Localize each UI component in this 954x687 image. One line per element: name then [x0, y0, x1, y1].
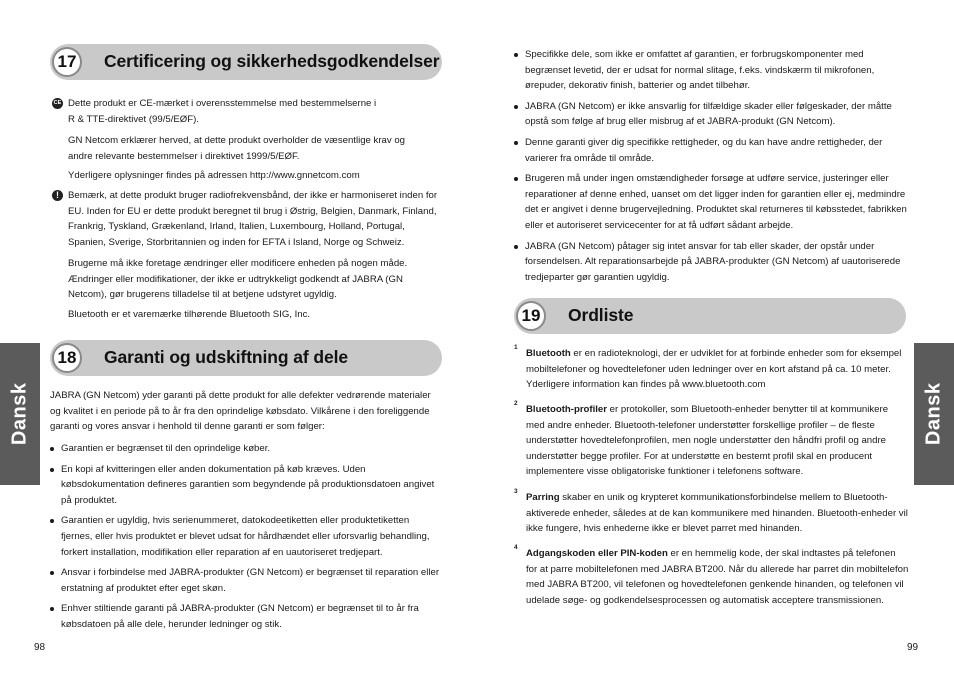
footnote-number: 1	[514, 344, 518, 351]
section-19-header	[514, 298, 906, 334]
language-tab-label: Dansk	[922, 382, 945, 446]
glossary-term: Bluetooth	[526, 348, 571, 359]
list-item	[50, 462, 440, 509]
section-18-header	[50, 340, 442, 376]
glossary-definition: skaber en unik og krypteret kommunikationsforbindelse mellem to Bluetooth-aktiverede enheder, således at de kan kommunikere med hinanden. Bluetooth-enheder vil ikke fungere, hvis enhederne ikke er blevet parret med hinanden.	[526, 492, 908, 535]
glossary-term: Adgangskoden eller PIN-koden	[526, 548, 668, 559]
list-item	[514, 135, 909, 166]
paragraph	[68, 96, 445, 127]
list-item-text: Brugeren må under ingen omstændigheder forsøge at udføre service, justeringer eller reparationer af denne enhed, uanset om det ligger inden for garantien eller ej, medmindre det er angivet i denne brugervejledning. Produktet skal returneres til købsstedet, fabrikken eller et autoriseret servicecenter for at få udført sådant arbejde.	[525, 173, 907, 231]
language-tab-right	[914, 343, 954, 485]
glossary-term: Parring	[526, 492, 560, 503]
list-item-text: Specifikke dele, som ikke er omfattet af garantien, er forbrugskomponenter med begrænset levetid, der er udsat for normal slitage, f.eks. vindskærm til mikrofonen, ørepuder, dekorativ finish, batterier og andet tilbehør.	[525, 49, 875, 92]
list-item	[514, 239, 909, 286]
warranty-list	[50, 441, 440, 638]
footnote-number: 2	[514, 400, 518, 407]
list-item	[50, 441, 440, 457]
glossary-definition: er protokoller, som Bluetooth-enheder benytter til at kommunikere med andre enheder. Bluetooth-telefoner understøtter forskellige profiler – de fleste understøtter hovedtelefonprofilen, men nogle understøtter den håndfri profil og andre understøtter begge profiler. For at understøtte en bestemt profil skal en producent implementere visse obligatoriske funktioner i telefonens software.	[526, 404, 889, 478]
section-number: 18	[52, 343, 82, 373]
section-number: 17	[52, 47, 82, 77]
page-number: 98	[34, 642, 46, 653]
glossary-definition: er en hemmelig kode, der skal indtastes på telefonen for at parre mobiltelefonen med JABRA BT200. Når du allerede har parret din mobiltelefon med JABRA BT200, vil telefonen og hovedtelefonen genkende hinanden, og telefonen vil udelade søge- og godkendelsesprocessen og automatisk accepterе transmissionen.	[526, 548, 909, 606]
list-item-text: Enhver stiltiende garanti på JABRA-produkter (GN Netcom) er begrænset til to år fra købsdatoen på alle dele, herunder ledninger og stik.	[61, 603, 419, 630]
glossary-entry	[514, 402, 909, 480]
section-number: 19	[516, 301, 546, 331]
list-item	[50, 513, 440, 560]
list-item	[514, 47, 909, 94]
paragraph: Bemærk, at dette produkt bruger radiofrekvensbånd, der ikke er harmoniseret inden for EU. Inden for EU er dette produkt beregnet til brug i Østrig, Belgien, Danmark, Finland, Frankrig, Tyskland, Grækenland, Irland, Italien, Luxembourg, Holland, Portugal, Spanien, Sverige, Storbritannien og inden for EFTA i Island, Norge og Schweiz.	[68, 190, 438, 248]
paragraph: Yderligere oplysninger findes på adressen http://www.gnnetcom.com	[68, 170, 360, 181]
list-item-text: Denne garanti giver dig specifikke rettigheder, og du kan have andre rettigheder, der varierer fra område til område.	[525, 136, 883, 164]
list-item	[50, 565, 440, 596]
paragraph-line: Dette produkt er CE-mærket i overensstemmelse med bestemmelserne i	[68, 98, 377, 109]
page-number: 99	[907, 642, 919, 653]
paragraph: Bluetooth er et varemærke tilhørende Bluetooth SIG, Inc.	[68, 309, 311, 320]
paragraph-line: R & TTE-direktivet (99/5/EØF).	[68, 113, 199, 125]
section-title: Ordliste	[568, 305, 634, 326]
list-item-text: Garantien er ugyldig, hvis serienummeret, datokodeetiketten eller produktetiketten fjernes, eller hvis produktet er blevet udsat for hårdhændet eller uforsvarlig behandling, forkert installation, modifikation eller reparation af en uautoriseret tredjepart.	[61, 515, 430, 558]
paragraph: JABRA (GN Netcom) yder garanti på dette produkt for alle defekter vedrørende materialer og kvalitet i en periode på to år fra den oprindelige købsdato. Vilkårene i den foreliggende garanti og vores ansvar i henhold til denne garanti er som følger:	[50, 390, 431, 433]
list-item-text: Garantien er begrænset til den oprindelige køber.	[61, 443, 271, 454]
glossary-entry	[514, 490, 909, 537]
list-item-text: JABRA (GN Netcom) er ikke ansvarlig for tilfældige skader eller følgeskader, der måtte opstå som følge af brug eller misbrug af et JABRA-produkt (GN Netcom).	[525, 100, 892, 128]
ce-mark-icon: CE	[52, 98, 63, 109]
footnote-number: 4	[514, 544, 518, 551]
paragraph: Brugerne må ikke foretage ændringer eller modificere enheden på nogen måde. Ændringer eller modifikationer, der ikke er udtrykkeligt godkendt af JABRA (GN Netcom), gør brugerens tilladelse til at betjene udstyret ugyldig.	[68, 258, 408, 301]
language-tab-label: Dansk	[8, 382, 31, 446]
list-item-text: JABRA (GN Netcom) påtager sig intet ansvar for tab eller skader, der opstår under forsendelsen. Alt reparationsarbejde på JABRA-produkter (GN Netcom) af uautoriserede tredjeparter gør garantien ugyldig.	[525, 240, 901, 283]
glossary-term: Bluetooth-profiler	[526, 404, 608, 415]
list-item	[50, 601, 440, 632]
section-title: Garanti og udskiftning af dele	[104, 347, 348, 368]
warning-icon: !	[52, 190, 63, 201]
paragraph: GN Netcom erklærer herved, at dette produkt overholder de væsentlige krav og andre relevante bestemmelser i direktivet 1999/5/EØF.	[68, 135, 406, 162]
section-title: Certificering og sikkerhedsgodkendelser	[104, 51, 440, 72]
list-item	[514, 171, 909, 233]
section-17-header	[50, 44, 442, 80]
list-item-text: En kopi af kvitteringen eller anden dokumentation på køb kræves. Uden købsdokumentation defineres garantien som begyndende på produktionsdatoen angivet på produktet.	[61, 463, 435, 506]
language-tab-left	[0, 343, 40, 485]
glossary-entry	[514, 546, 909, 608]
footnote-number: 3	[514, 488, 518, 495]
list-item	[514, 99, 909, 130]
list-item-text: Ansvar i forbindelse med JABRA-produkter (GN Netcom) er begrænset til reparation eller erstatning af produktet efter eget skøn.	[61, 567, 440, 594]
glossary-entry	[514, 346, 909, 393]
warranty-list-continued	[514, 47, 909, 290]
glossary-definition: er en radioteknologi, der er udviklet for at forbinde enheder som for eksempel mobiltelefoner og hovedtelefoner uden ledninger over en kort afstand på ca. 10 meter. Yderligere information kan findes på www.bluetooth.com	[526, 348, 902, 391]
